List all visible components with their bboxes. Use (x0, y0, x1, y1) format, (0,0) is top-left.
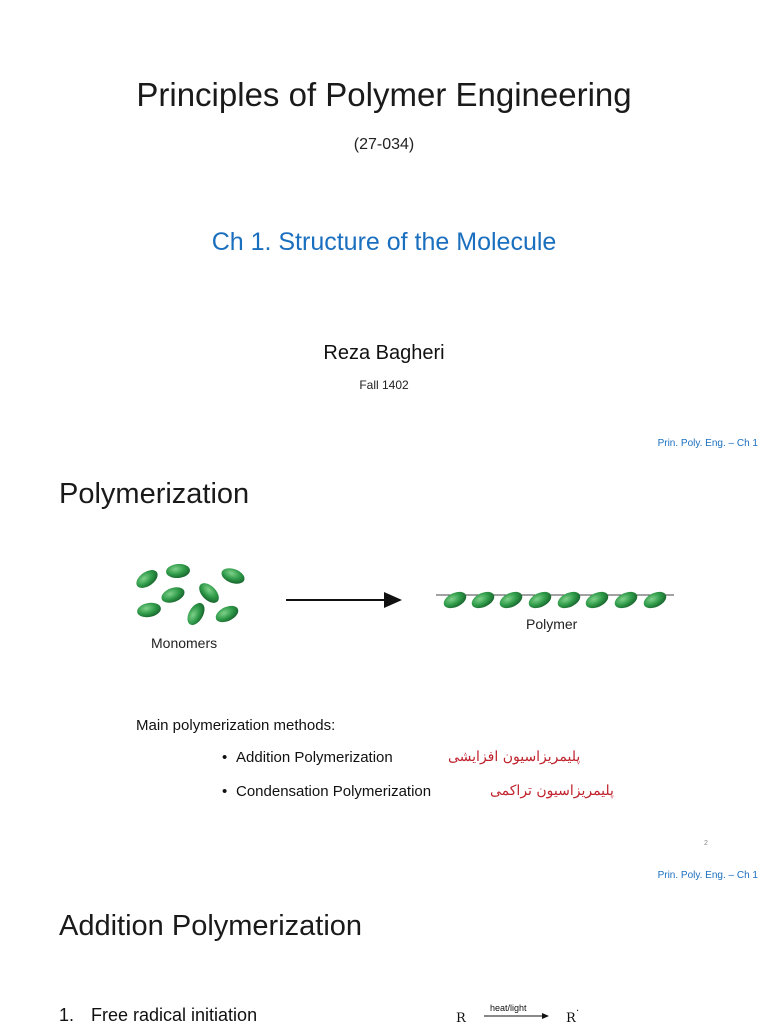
bullet: • (222, 749, 228, 766)
polymer-label: Polymer (526, 616, 578, 632)
method-name-farsi: پلیمریزاسیون افزایشی (448, 749, 581, 765)
step-item (59, 1005, 257, 1026)
polymer-chain (436, 589, 674, 612)
radical-dot: · (576, 1006, 580, 1017)
slide-footer: Prin. Poly. Eng. – Ch 1 (657, 870, 758, 881)
method-item (222, 749, 393, 766)
term-label: Fall 1402 (359, 378, 409, 392)
chapter-title: Ch 1. Structure of the Molecule (211, 228, 557, 256)
method-name: Condensation Polymerization (236, 783, 432, 800)
initiation-reaction (452, 1000, 592, 1024)
author-name: Reza Bagheri (323, 342, 445, 364)
bullet: • (222, 783, 228, 800)
slide-title: Addition Polymerization (59, 910, 363, 942)
step-text: Free radical initiation (91, 1005, 258, 1025)
slide-title: Principles of Polymer Engineering (136, 76, 632, 113)
method-name-farsi: پلیمریزاسیون تراکمی (490, 783, 614, 799)
reaction-condition: heat/light (490, 1003, 527, 1013)
course-code: (27-034) (353, 136, 415, 153)
method-item (222, 783, 431, 800)
slide-footer: Prin. Poly. Eng. – Ch 1 (657, 438, 758, 449)
methods-intro: Main polymerization methods: (136, 717, 336, 734)
product-symbol: R (566, 1011, 576, 1024)
monomers-label: Monomers (151, 635, 218, 651)
reactant-symbol: R (456, 1011, 466, 1024)
method-name: Addition Polymerization (236, 749, 393, 766)
monomer-cluster (133, 563, 247, 628)
step-number: 1. (59, 1005, 75, 1025)
page-number: 2 (704, 840, 708, 847)
slide-title: Polymerization (59, 478, 250, 510)
polymerization-diagram (120, 555, 680, 655)
